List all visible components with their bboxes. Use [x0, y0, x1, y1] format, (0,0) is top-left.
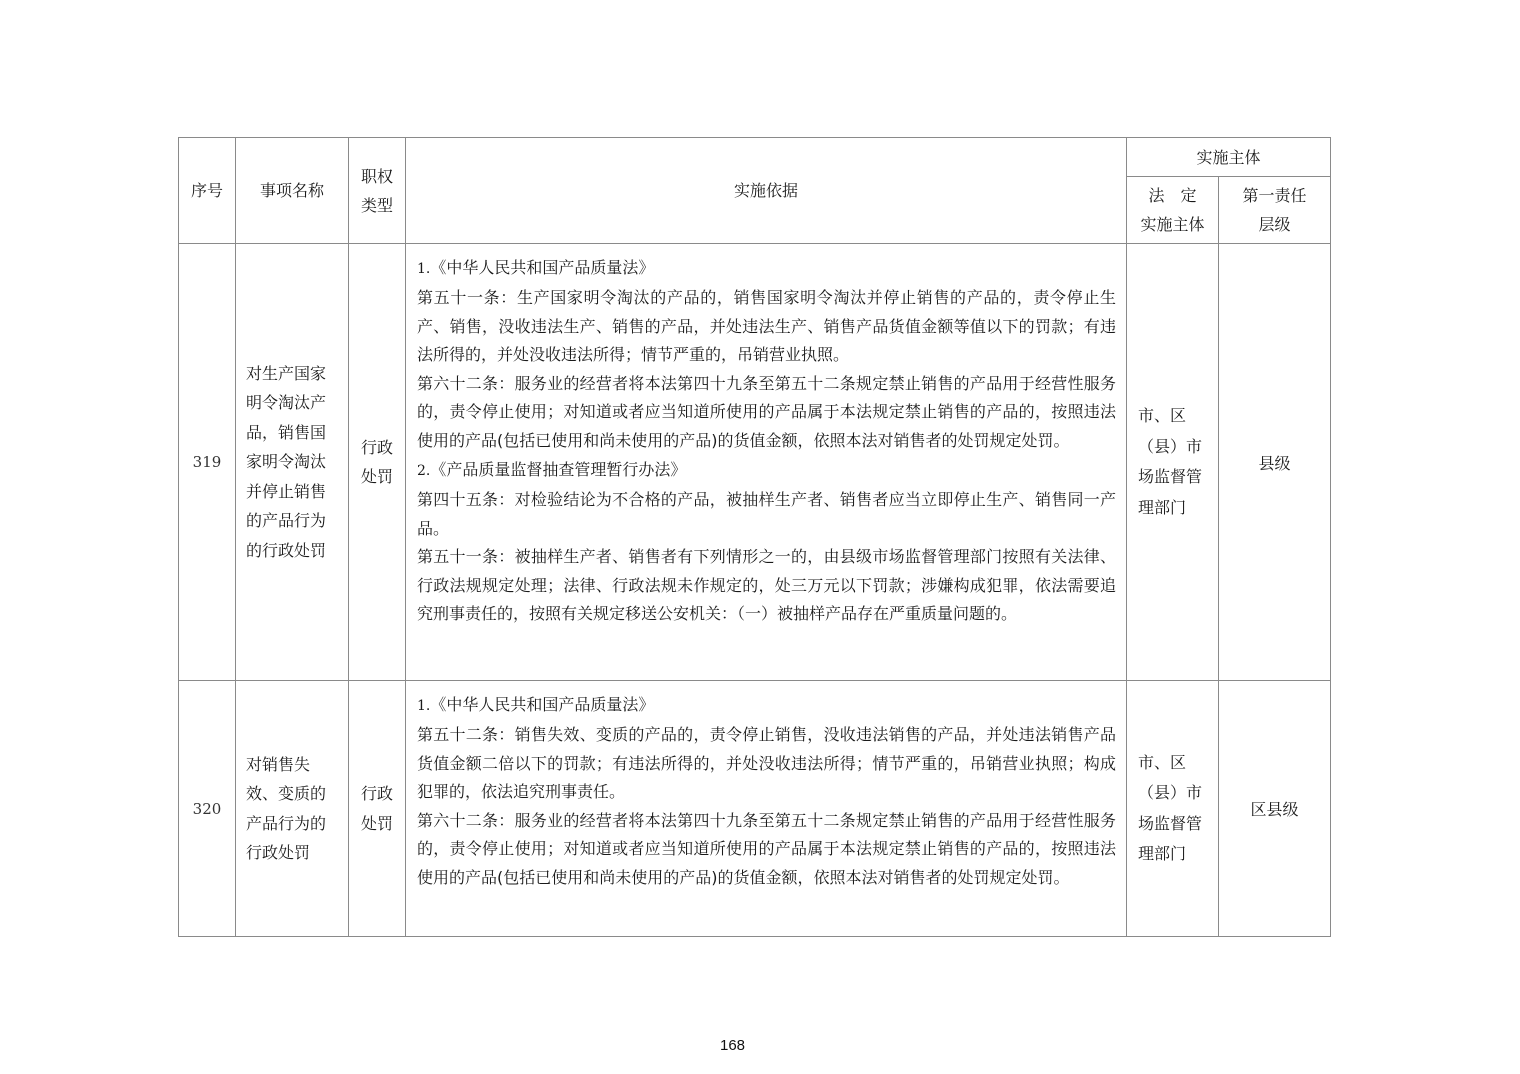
basis-law-name: 《产品质量监督抽查管理暂行办法》	[430, 460, 687, 479]
basis-law-title	[417, 455, 1116, 486]
header-legal-subject-line1: 法 定	[1148, 186, 1197, 205]
basis-article: 第五十二条：销售失效、变质的产品的，责令停止销售，没收违法销售的产品，并处违法销售产品货值金额二倍以下的罚款；有违法所得的，并处没收违法所得；情节严重的，吊销营业执照；构成犯罪的，依法追究刑事责任。	[417, 725, 1116, 801]
header-seq: 序号	[179, 138, 236, 244]
row-seq: 319	[179, 244, 236, 681]
row-item-name-text: 对生产国家明令淘汰产品，销售国家明令淘汰并停止销售的产品行为的行政处罚	[246, 363, 327, 560]
header-basis: 实施依据	[406, 138, 1127, 244]
page-number: 168	[719, 1037, 746, 1054]
header-authority-type-text: 职权 类型	[360, 166, 393, 215]
row-legal-subject-text: 市、区（县）市场监督管理部门	[1138, 406, 1203, 517]
row-legal-subject	[1127, 681, 1219, 937]
row-item-name	[236, 244, 349, 681]
header-authority-type	[349, 138, 406, 244]
basis-article: 第六十二条：服务业的经营者将本法第四十九条至第五十二条规定禁止销售的产品用于经营性服务的，责令停止使用；对知道或者应当知道所使用的产品属于本法规定禁止销售的产品的，按照违法使用的产品(包括已使用和尚未使用的产品)的货值金额，依照本法对销售者的处罚规定处罚。	[417, 810, 1116, 887]
table-row	[179, 244, 1331, 681]
header-implementing-subject: 实施主体	[1127, 138, 1331, 177]
row-item-name	[236, 681, 349, 937]
basis-law-number: 2.	[417, 463, 431, 479]
header-first-level-line1: 第一责任	[1242, 186, 1307, 205]
row-legal-subject-text: 市、区（县）市场监督管理部门	[1138, 752, 1203, 863]
row-legal-subject	[1127, 244, 1219, 681]
basis-article: 第五十一条：被抽样生产者、销售者有下列情形之一的，由县级市场监督管理部门按照有关法律、行政法规规定处理；法律、行政法规未作规定的，处三万元以下罚款；涉嫌构成犯罪，依法需要追究刑事责任的，按照有关规定移送公安机关：（一）被抽样产品存在严重质量问题的。	[417, 547, 1116, 623]
row-first-level: 县级	[1219, 244, 1331, 681]
row-basis	[406, 244, 1127, 681]
table-row	[179, 681, 1331, 937]
row-authority-type-text: 行政处罚	[360, 437, 393, 486]
basis-article: 第四十五条：对检验结论为不合格的产品，被抽样生产者、销售者应当立即停止生产、销售同一产品。	[417, 490, 1116, 538]
header-item-name: 事项名称	[236, 138, 349, 244]
row-authority-type	[349, 681, 406, 937]
basis-law-title	[417, 690, 1116, 721]
header-first-level	[1219, 177, 1331, 244]
enforcement-items-table	[178, 137, 1331, 937]
basis-law-number: 1.	[417, 698, 431, 714]
row-item-name-text: 对销售失效、变质的产品行为的行政处罚	[246, 754, 327, 862]
basis-law-name: 《中华人民共和国产品质量法》	[430, 695, 655, 714]
row-basis	[406, 681, 1127, 937]
row-authority-type	[349, 244, 406, 681]
basis-article: 第五十一条：生产国家明令淘汰的产品的，销售国家明令淘汰并停止销售的产品的，责令停止生产、销售，没收违法生产、销售的产品，并处违法生产、销售产品货值金额等值以下的罚款；有违法所得的，并处没收违法所得；情节严重的，吊销营业执照。	[417, 288, 1116, 364]
basis-law-name: 《中华人民共和国产品质量法》	[430, 258, 655, 277]
header-legal-subject	[1127, 177, 1219, 244]
basis-law-number: 1.	[417, 261, 431, 277]
basis-law-title	[417, 253, 1116, 284]
header-legal-subject-line2: 实施主体	[1140, 215, 1205, 234]
row-seq: 320	[179, 681, 236, 937]
row-authority-type-text: 行政处罚	[360, 784, 393, 833]
header-first-level-line2: 层级	[1258, 215, 1291, 234]
row-first-level: 区县级	[1219, 681, 1331, 937]
basis-article: 第六十二条：服务业的经营者将本法第四十九条至第五十二条规定禁止销售的产品用于经营性服务的，责令停止使用；对知道或者应当知道所使用的产品属于本法规定禁止销售的产品的，按照违法使用的产品(包括已使用和尚未使用的产品)的货值金额，依照本法对销售者的处罚规定处罚。	[417, 373, 1116, 450]
